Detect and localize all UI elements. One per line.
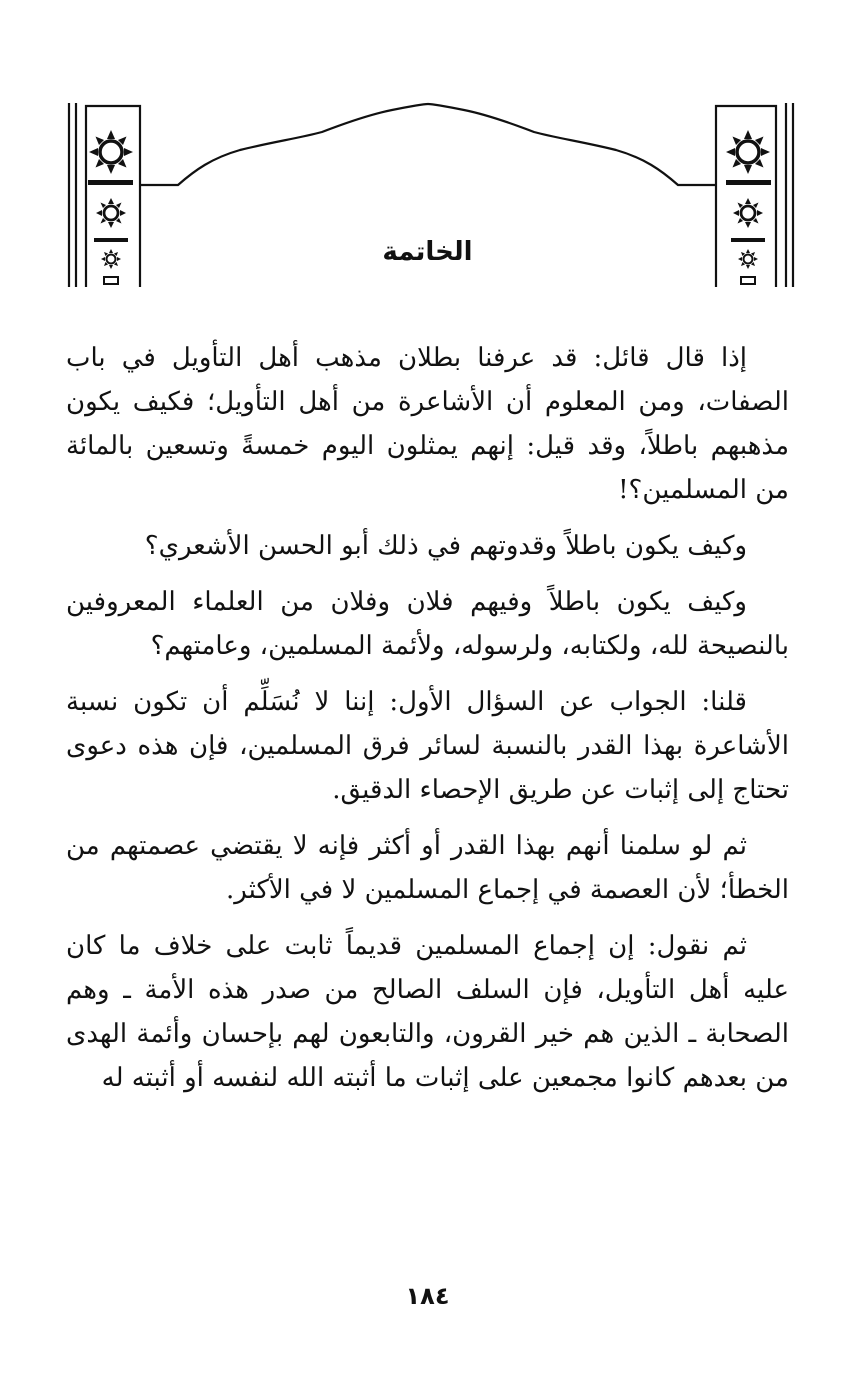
sun-ornament-icon: [96, 198, 126, 228]
sun-ornament-icon: [726, 130, 770, 174]
paragraph: ثم نقول: إن إجماع المسلمين قديماً ثابت على خلاف ما كان عليه أهل التأويل، فإن السلف الصالح من صدر هذه الأمة ـ وهم الصحابة ـ الذين هم خير القرون، والتابعون لهم بإحسان وأئمة الهدى من بعدهم كانوا مجمعين على إثبات ما أثبته الله لنفسه أو أثبته له: [66, 931, 789, 1093]
paragraph: وكيف يكون باطلاً وفيهم فلان وفلان من العلماء المعروفين بالنصيحة لله، ولكتابه، ولرسوله، ولأئمة المسلمين، وعامتهم؟: [66, 587, 789, 661]
page-number: ١٨٤: [405, 1282, 450, 1310]
paragraph: قلنا: الجواب عن السؤال الأول: إننا لا نُسَلِّم أن تكون نسبة الأشاعرة بهذا القدر بالنسبة لسائر فرق المسلمين، فإن هذه دعوى تحتاج إلى إثبات عن طريق الإحصاء الدقيق.: [66, 687, 789, 805]
body-text: [66, 336, 789, 1112]
chapter-title: الخاتمة: [382, 237, 473, 267]
paragraph: وكيف يكون باطلاً وقدوتهم في ذلك أبو الحسن الأشعري؟: [144, 531, 747, 561]
paragraph: إذا قال قائل: قد عرفنا بطلان مذهب أهل التأويل في باب الصفات، ومن المعلوم أن الأشاعرة من أهل التأويل؛ فكيف يكون مذهبهم باطلاً، وقد قيل: إنهم يمثلون اليوم خمسةً وتسعين بالمائة من المسلمين؟!: [66, 343, 789, 505]
sun-ornament-icon: [89, 130, 133, 174]
sun-ornament-icon: [733, 198, 763, 228]
paragraph: ثم لو سلمنا أنهم بهذا القدر أو أكثر فإنه لا يقتضي عصمتهم من الخطأ؛ لأن العصمة في إجماع المسلمين لا في الأكثر.: [66, 831, 789, 905]
